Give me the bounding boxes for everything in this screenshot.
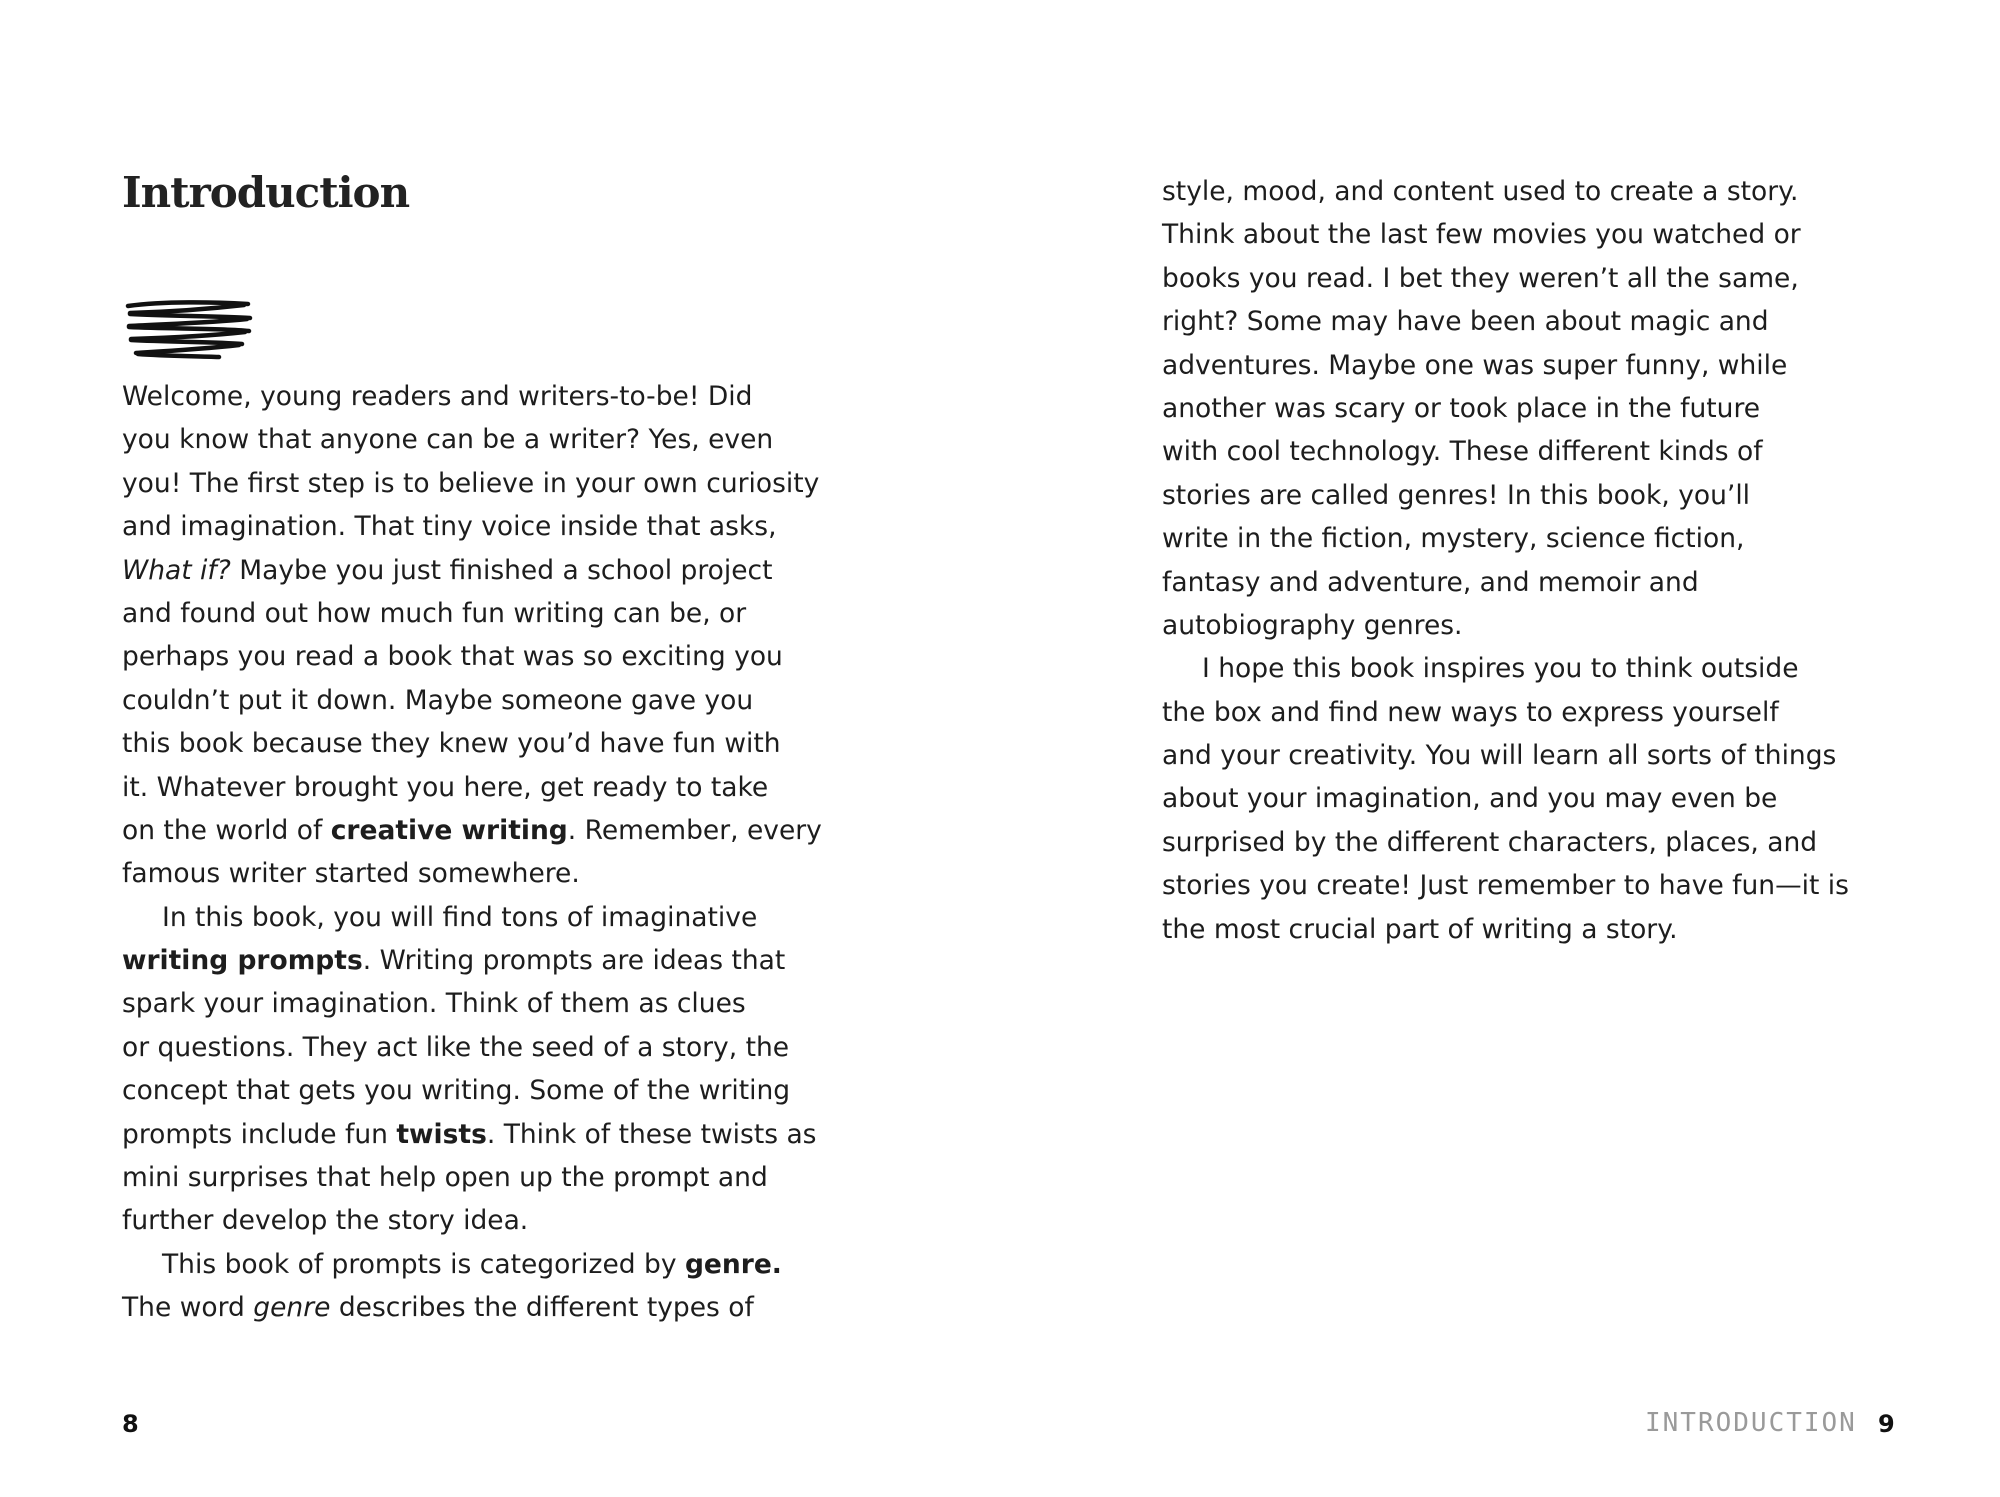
chapter-title: Introduction — [122, 168, 410, 217]
body-line: it. Whatever brought you here, get ready to take — [122, 771, 769, 803]
body-line: autobiography genres. — [1162, 609, 1463, 641]
body-line: I hope this book inspires you to think outside — [1202, 653, 1799, 685]
body-line: concept that gets you writing. Some of the writing — [122, 1075, 791, 1107]
key-term: genre. — [684, 1248, 782, 1280]
body-line: mini surprises that help open up the prompt and — [122, 1162, 768, 1194]
key-term: twists — [396, 1118, 487, 1150]
body-line: right? Some may have been about magic and — [1162, 306, 1769, 338]
body-line: another was scary or took place in the future — [1162, 392, 1761, 424]
body-line: stories you create! Just remember to have fun—it is — [1162, 870, 1849, 902]
body-line: perhaps you read a book that was so exciting you — [122, 641, 783, 673]
body-line: on the world of creative writing. Remember, every — [122, 814, 822, 846]
italic-phrase: genre — [253, 1292, 331, 1324]
page-number-right: 9 — [1878, 1410, 1895, 1438]
body-line: spark your imagination. Think of them as clues — [122, 988, 746, 1020]
body-line: and your creativity. You will learn all sorts of things — [1162, 740, 1837, 772]
body-line: further develop the story idea. — [122, 1205, 529, 1237]
body-line: What if? Maybe you just finished a school project — [122, 554, 773, 586]
key-term: creative writing — [330, 814, 568, 846]
right-page — [1000, 0, 2000, 1497]
right-body-text — [1162, 170, 1849, 951]
body-line: Think about the last few movies you watched or — [1162, 219, 1801, 251]
body-line: books you read. I bet they weren’t all the same, — [1162, 262, 1799, 294]
body-line: This book of prompts is categorized by genre. — [162, 1248, 782, 1280]
body-line: famous writer started somewhere. — [122, 858, 580, 890]
body-line: fantasy and adventure, and memoir and — [1162, 566, 1699, 598]
body-line: couldn’t put it down. Maybe someone gave you — [122, 684, 754, 716]
body-line: this book because they knew you’d have fun with — [122, 728, 781, 760]
body-line: with cool technology. These different kinds of — [1162, 436, 1763, 468]
body-line: or questions. They act like the seed of a story, the — [122, 1031, 790, 1063]
body-line: the most crucial part of writing a story. — [1162, 913, 1678, 945]
body-line: The word genre describes the different types of — [122, 1292, 754, 1324]
body-line: writing prompts. Writing prompts are ideas that — [122, 945, 786, 977]
body-line: and imagination. That tiny voice inside that asks, — [122, 511, 777, 543]
body-line: Welcome, young readers and writers-to-be! Did — [122, 381, 753, 412]
body-line: surprised by the different characters, places, and — [1162, 826, 1818, 858]
body-line: In this book, you will find tons of imaginative — [162, 901, 758, 933]
running-head: INTRODUCTION — [1645, 1408, 1857, 1438]
body-line: prompts include fun twists. Think of these twists as — [122, 1118, 817, 1150]
body-line: style, mood, and content used to create a story. — [1162, 176, 1799, 207]
key-term: writing prompts — [122, 945, 363, 977]
scribble-decoration — [124, 298, 254, 364]
body-line: and found out how much fun writing can be, or — [122, 597, 747, 629]
italic-phrase: What if? — [122, 554, 231, 586]
body-line: about your imagination, and you may even be — [1162, 783, 1778, 815]
body-line: write in the fiction, mystery, science fiction, — [1162, 523, 1745, 555]
body-line: adventures. Maybe one was super funny, while — [1162, 349, 1788, 381]
page-number-left: 8 — [122, 1410, 139, 1438]
body-line: you know that anyone can be a writer? Yes, even — [122, 424, 774, 456]
body-line: you! The first step is to believe in your own curiosity — [122, 467, 820, 499]
body-line: the box and find new ways to express yourself — [1162, 696, 1779, 728]
body-line: stories are called genres! In this book, you’ll — [1162, 479, 1751, 511]
left-body-text — [122, 375, 822, 1330]
